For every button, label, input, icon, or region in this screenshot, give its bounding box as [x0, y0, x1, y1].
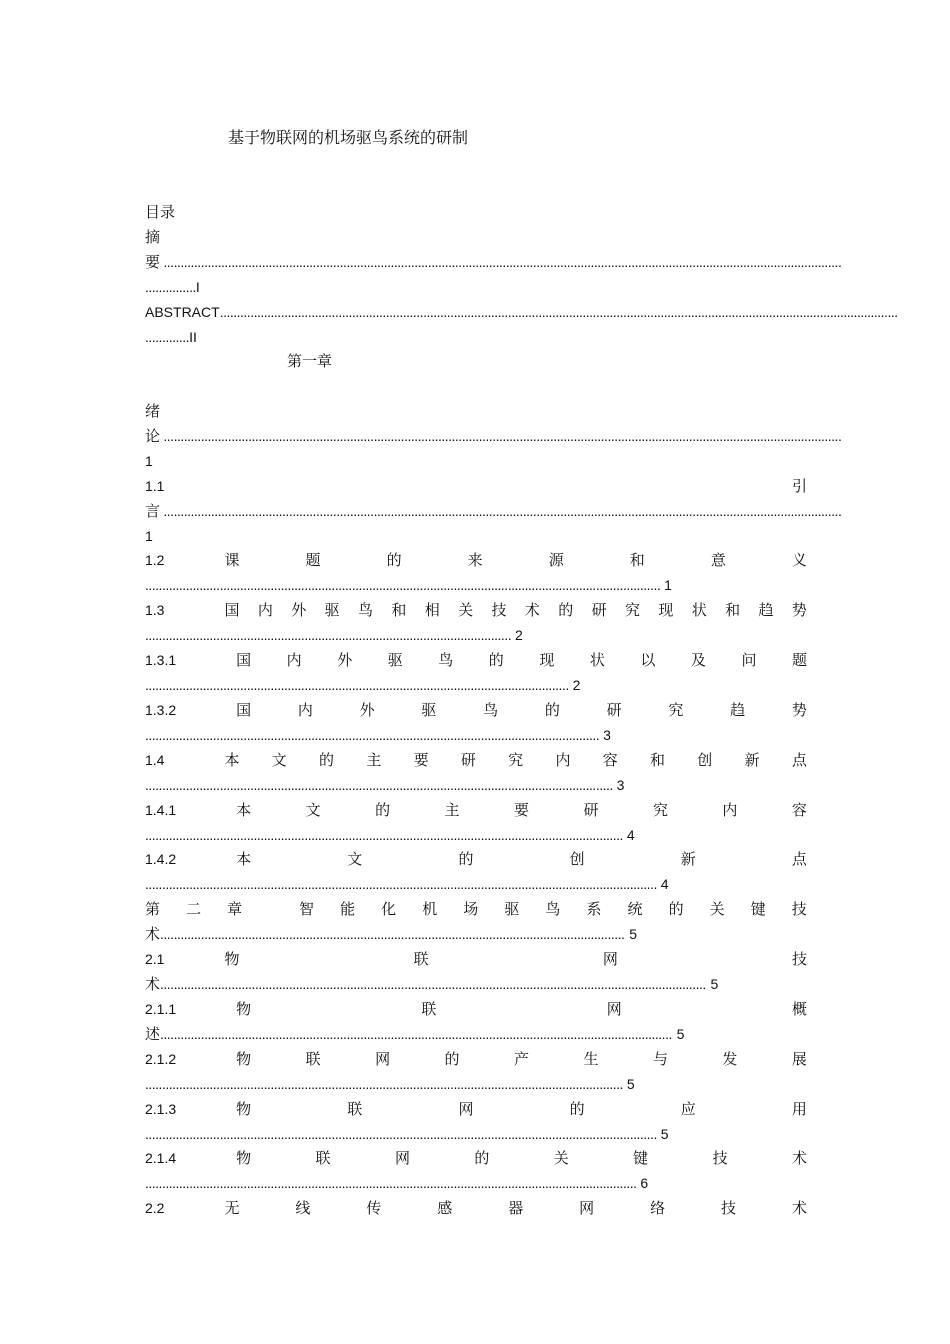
- toc-char: 和: [391, 601, 407, 619]
- toc-char: 创: [569, 850, 585, 868]
- toc-char: 键: [633, 1149, 649, 1167]
- toc-char: 内: [286, 651, 302, 669]
- toc-char: 本: [236, 801, 252, 819]
- toc-1-3-1[interactable]: [145, 648, 807, 673]
- toc-char: 术: [524, 601, 540, 619]
- toc-char: 国: [224, 601, 240, 619]
- toc-char: 内: [297, 701, 313, 719]
- toc-char: 网: [375, 1050, 391, 1068]
- toc-char: 键: [750, 900, 766, 918]
- toc-char: 主: [444, 801, 460, 819]
- toc-char: [268, 897, 273, 922]
- toc-char: 相: [424, 601, 440, 619]
- toc-2-1-3-page-line: ....................................................................................................................................................... 5: [145, 1126, 669, 1142]
- toc-page-number: I: [195, 279, 200, 295]
- toc-char: 网: [579, 1199, 595, 1217]
- toc-num: 1.2: [145, 552, 165, 568]
- toc-char: 研: [606, 701, 622, 719]
- toc-char: 研: [583, 801, 599, 819]
- toc-page-number: 1: [145, 528, 153, 544]
- toc-char: 国: [236, 651, 252, 669]
- toc-char: 外: [337, 651, 353, 669]
- toc-page-number: II: [189, 329, 197, 345]
- toc-label: 论: [145, 427, 161, 445]
- toc-text: [236, 1047, 807, 1072]
- toc-2-1-page-line: 术................................................................................................................................................................. 5: [145, 975, 719, 993]
- toc-num: 1.4.1: [145, 802, 177, 818]
- toc-2-1-4[interactable]: [145, 1146, 807, 1171]
- toc-char: 趋: [758, 601, 774, 619]
- toc-heading: 目录: [145, 203, 176, 221]
- toc-1-4-1[interactable]: [145, 798, 807, 823]
- toc-page-number: 5: [629, 926, 637, 942]
- toc-leader: ........................................................................................................................................................................................................: [160, 428, 842, 444]
- toc-char: 的: [544, 701, 560, 719]
- toc-char: 络: [650, 1199, 666, 1217]
- toc-text: [236, 1097, 807, 1122]
- toc-char: 网: [606, 1000, 622, 1018]
- toc-page-number: 3: [603, 727, 611, 743]
- toc-2-1-2[interactable]: [145, 1047, 807, 1072]
- toc-text: 引: [791, 477, 807, 495]
- toc-char: 场: [463, 900, 479, 918]
- toc-char: 状: [691, 601, 707, 619]
- toc-char: 外: [291, 601, 307, 619]
- toc-label: 述: [145, 1025, 161, 1043]
- toc-char: 本: [224, 751, 240, 769]
- toc-char: 生: [583, 1050, 599, 1068]
- toc-2-2[interactable]: [145, 1196, 807, 1221]
- toc-char: 国: [236, 701, 252, 719]
- toc-text: [224, 548, 807, 573]
- toc-label: 言: [145, 502, 161, 520]
- toc-text: [236, 847, 807, 872]
- toc-char: 源: [548, 551, 564, 569]
- toc-char: 传: [366, 1199, 382, 1217]
- toc-2-1-1[interactable]: [145, 997, 807, 1022]
- toc-char: 技: [791, 900, 807, 918]
- toc-char: 的: [668, 900, 684, 918]
- toc-char: 物: [236, 1149, 252, 1167]
- toc-char: 创: [697, 751, 713, 769]
- toc-char: 技: [712, 1149, 728, 1167]
- toc-char: 究: [652, 801, 668, 819]
- toc-char: 关: [553, 1149, 569, 1167]
- toc-char: 点: [791, 751, 807, 769]
- toc-leader: ........................................................................................................................................................................................................: [219, 304, 898, 320]
- toc-label: 术: [145, 925, 161, 943]
- toc-char: 展: [791, 1050, 807, 1068]
- toc-char: 发: [722, 1050, 738, 1068]
- toc-char: 容: [791, 801, 807, 819]
- toc-chapter1-top: 绪: [145, 402, 161, 420]
- toc-char: 驱: [421, 701, 437, 719]
- toc-char: 术: [791, 1199, 807, 1217]
- toc-page-number: 5: [626, 1076, 635, 1092]
- toc-char: 技: [491, 601, 507, 619]
- toc-2-1-2-page-line: ............................................................................................................................................. 5: [145, 1076, 635, 1092]
- toc-char: 究: [624, 601, 640, 619]
- toc-char: 义: [791, 551, 807, 569]
- toc-2-1[interactable]: [145, 947, 807, 972]
- toc-char: 鸟: [438, 651, 454, 669]
- toc-char: 驱: [387, 651, 403, 669]
- toc-leader: ........................................................................................................................................................................................................: [160, 254, 842, 270]
- toc-label: ABSTRACT: [145, 304, 220, 320]
- toc-text: [224, 748, 807, 773]
- toc-abstract-en-page-line: .............II: [145, 329, 197, 345]
- toc-num: 1.3: [145, 602, 165, 618]
- toc-text: [224, 947, 807, 972]
- toc-char: 能: [340, 900, 356, 918]
- toc-page-number: 4: [626, 827, 635, 843]
- toc-char: 的: [375, 801, 391, 819]
- toc-page-number: 2: [572, 677, 581, 693]
- toc-char: 化: [381, 900, 397, 918]
- toc-text: [145, 897, 807, 922]
- toc-1-2-page-line: ........................................................................................................................................................ 1: [145, 577, 672, 593]
- toc-char: 本: [236, 850, 252, 868]
- toc-char: 系: [586, 900, 602, 918]
- toc-2-1-3[interactable]: [145, 1097, 807, 1122]
- toc-num: 2.1.3: [145, 1101, 177, 1117]
- toc-1-3-page-line: ............................................................................................................ 2: [145, 627, 523, 643]
- toc-text: [236, 648, 807, 673]
- toc-char: 题: [305, 551, 321, 569]
- toc-char: 感: [437, 1199, 453, 1217]
- toc-char: 新: [680, 850, 696, 868]
- toc-char: 鸟: [483, 701, 499, 719]
- toc-num: 1.1: [145, 478, 165, 494]
- toc-char: 题: [791, 651, 807, 669]
- toc-char: 主: [366, 751, 382, 769]
- toc-char: 点: [791, 850, 807, 868]
- toc-chapter2[interactable]: [145, 897, 807, 922]
- toc-char: 联: [315, 1149, 331, 1167]
- toc-char: 物: [236, 1050, 252, 1068]
- toc-char: 的: [444, 1050, 460, 1068]
- toc-char: 和: [650, 751, 666, 769]
- toc-char: 究: [668, 701, 684, 719]
- toc-char: 及: [690, 651, 706, 669]
- toc-char: 的: [458, 850, 474, 868]
- toc-page-number: 1: [145, 453, 153, 469]
- toc-abstract-en[interactable]: [145, 300, 898, 325]
- toc-char: 联: [421, 1000, 437, 1018]
- toc-char: 文: [347, 850, 363, 868]
- toc-char: 状: [589, 651, 605, 669]
- toc-chapter1-center: 第一章: [287, 352, 333, 370]
- toc-page-number: 4: [660, 876, 669, 892]
- toc-char: 网: [602, 950, 618, 968]
- toc-char: 内: [555, 751, 571, 769]
- toc-char: 现: [658, 601, 674, 619]
- toc-abstract-cn-page-line: ...............I: [145, 279, 200, 295]
- toc-num: 2.1: [145, 951, 165, 967]
- toc-char: 要: [514, 801, 530, 819]
- toc-char: 应: [680, 1100, 696, 1118]
- toc-char: 物: [224, 950, 240, 968]
- toc-chapter2-page-line: 术......................................................................................................................................... 5: [145, 925, 637, 943]
- toc-char: 联: [305, 1050, 321, 1068]
- toc-char: 驱: [504, 900, 520, 918]
- toc-char: 产: [514, 1050, 530, 1068]
- toc-1-1[interactable]: [145, 474, 807, 499]
- toc-leader: ........................................................................................................................................................................................................: [160, 503, 842, 519]
- toc-page-number: 3: [616, 777, 625, 793]
- toc-char: 以: [640, 651, 656, 669]
- toc-1-4-1-page-line: ............................................................................................................................................. 4: [145, 827, 635, 843]
- toc-char: 势: [791, 701, 807, 719]
- toc-char: 驱: [324, 601, 340, 619]
- toc-page-number: 5: [710, 976, 719, 992]
- toc-chapter1[interactable]: [145, 424, 842, 449]
- document-title: 基于物联网的机场驱鸟系统的研制: [228, 128, 469, 147]
- toc-1-4-2[interactable]: [145, 847, 807, 872]
- toc-num: 2.2: [145, 1200, 165, 1216]
- toc-char: 的: [558, 601, 574, 619]
- toc-text: [236, 698, 807, 723]
- toc-char: 内: [722, 801, 738, 819]
- toc-char: 物: [236, 1000, 252, 1018]
- toc-char: 鸟: [545, 900, 561, 918]
- toc-char: 和: [725, 601, 741, 619]
- toc-char: 联: [347, 1100, 363, 1118]
- toc-char: 二: [186, 900, 202, 918]
- toc-char: 技: [721, 1199, 737, 1217]
- toc-char: 的: [488, 651, 504, 669]
- toc-char: 章: [227, 900, 243, 918]
- toc-char: 现: [539, 651, 555, 669]
- toc-char: 物: [236, 1100, 252, 1118]
- toc-char: 的: [319, 751, 335, 769]
- toc-page-number: 6: [640, 1175, 649, 1191]
- toc-text: [224, 1196, 807, 1221]
- toc-1-3-1-page-line: ............................................................................................................................. 2: [145, 677, 581, 693]
- toc-num: 2.1.1: [145, 1001, 177, 1017]
- toc-abstract-cn[interactable]: [145, 250, 842, 275]
- toc-label: 术: [145, 975, 161, 993]
- toc-char: 和: [629, 551, 645, 569]
- toc-char: 问: [741, 651, 757, 669]
- toc-char: 术: [791, 1149, 807, 1167]
- toc-char: 概: [791, 1000, 807, 1018]
- toc-char: 网: [458, 1100, 474, 1118]
- toc-char: 新: [744, 751, 760, 769]
- toc-num: 2.1.4: [145, 1150, 177, 1166]
- toc-char: 第: [145, 900, 161, 918]
- toc-char: 内: [257, 601, 273, 619]
- toc-char: 文: [271, 751, 287, 769]
- toc-char: 关: [709, 900, 725, 918]
- toc-char: 意: [710, 551, 726, 569]
- toc-char: 来: [467, 551, 483, 569]
- toc-char: 器: [508, 1199, 524, 1217]
- toc-char: 趋: [730, 701, 746, 719]
- toc-char: 要: [413, 751, 429, 769]
- toc-char: 课: [224, 551, 240, 569]
- toc-1-4[interactable]: [145, 748, 807, 773]
- toc-char: 研: [460, 751, 476, 769]
- toc-1-3[interactable]: [145, 598, 807, 623]
- toc-char: 智: [299, 900, 315, 918]
- toc-1-2[interactable]: [145, 548, 807, 573]
- toc-1-4-page-line: .......................................................................................................................................... 3: [145, 777, 625, 793]
- toc-2-1-1-page-line: 述....................................................................................................................................................... 5: [145, 1025, 685, 1043]
- toc-char: 线: [295, 1199, 311, 1217]
- toc-char: 容: [602, 751, 618, 769]
- toc-page-number: 2: [514, 627, 523, 643]
- toc-1-4-2-page-line: ....................................................................................................................................................... 4: [145, 876, 669, 892]
- toc-char: 的: [474, 1149, 490, 1167]
- toc-char: 鸟: [357, 601, 373, 619]
- toc-char: 联: [413, 950, 429, 968]
- toc-num: 1.3.2: [145, 702, 177, 718]
- toc-num: 1.3.1: [145, 652, 177, 668]
- toc-num: 1.4: [145, 752, 165, 768]
- toc-char: 外: [359, 701, 375, 719]
- toc-2-1-4-page-line: ................................................................................................................................................. 6: [145, 1175, 649, 1191]
- toc-char: 的: [569, 1100, 585, 1118]
- toc-label: 要: [145, 253, 161, 271]
- toc-text: [224, 598, 807, 623]
- toc-char: 研: [591, 601, 607, 619]
- toc-text: [236, 1146, 807, 1171]
- toc-char: 究: [508, 751, 524, 769]
- toc-char: 技: [791, 950, 807, 968]
- toc-page-number: 5: [660, 1126, 669, 1142]
- toc-num: 2.1.2: [145, 1051, 177, 1067]
- toc-num: 1.4.2: [145, 851, 177, 867]
- toc-char: 关: [458, 601, 474, 619]
- toc-char: 的: [386, 551, 402, 569]
- toc-char: 统: [627, 900, 643, 918]
- toc-1-3-2[interactable]: [145, 698, 807, 723]
- toc-text: [236, 798, 807, 823]
- toc-abstract-cn-top: 摘: [145, 228, 161, 246]
- toc-char: 无: [224, 1199, 240, 1217]
- toc-text: [236, 997, 807, 1022]
- toc-1-3-2-page-line: ...................................................................................................................................... 3: [145, 727, 611, 743]
- toc-char: 机: [422, 900, 438, 918]
- toc-page-number: 1: [664, 577, 672, 593]
- toc-char: 与: [652, 1050, 668, 1068]
- toc-char: 文: [305, 801, 321, 819]
- toc-1-1-leader-line: [145, 499, 842, 524]
- toc-char: 用: [791, 1100, 807, 1118]
- toc-page-number: 5: [676, 1026, 685, 1042]
- toc-char: 网: [394, 1149, 410, 1167]
- toc-char: 势: [791, 601, 807, 619]
